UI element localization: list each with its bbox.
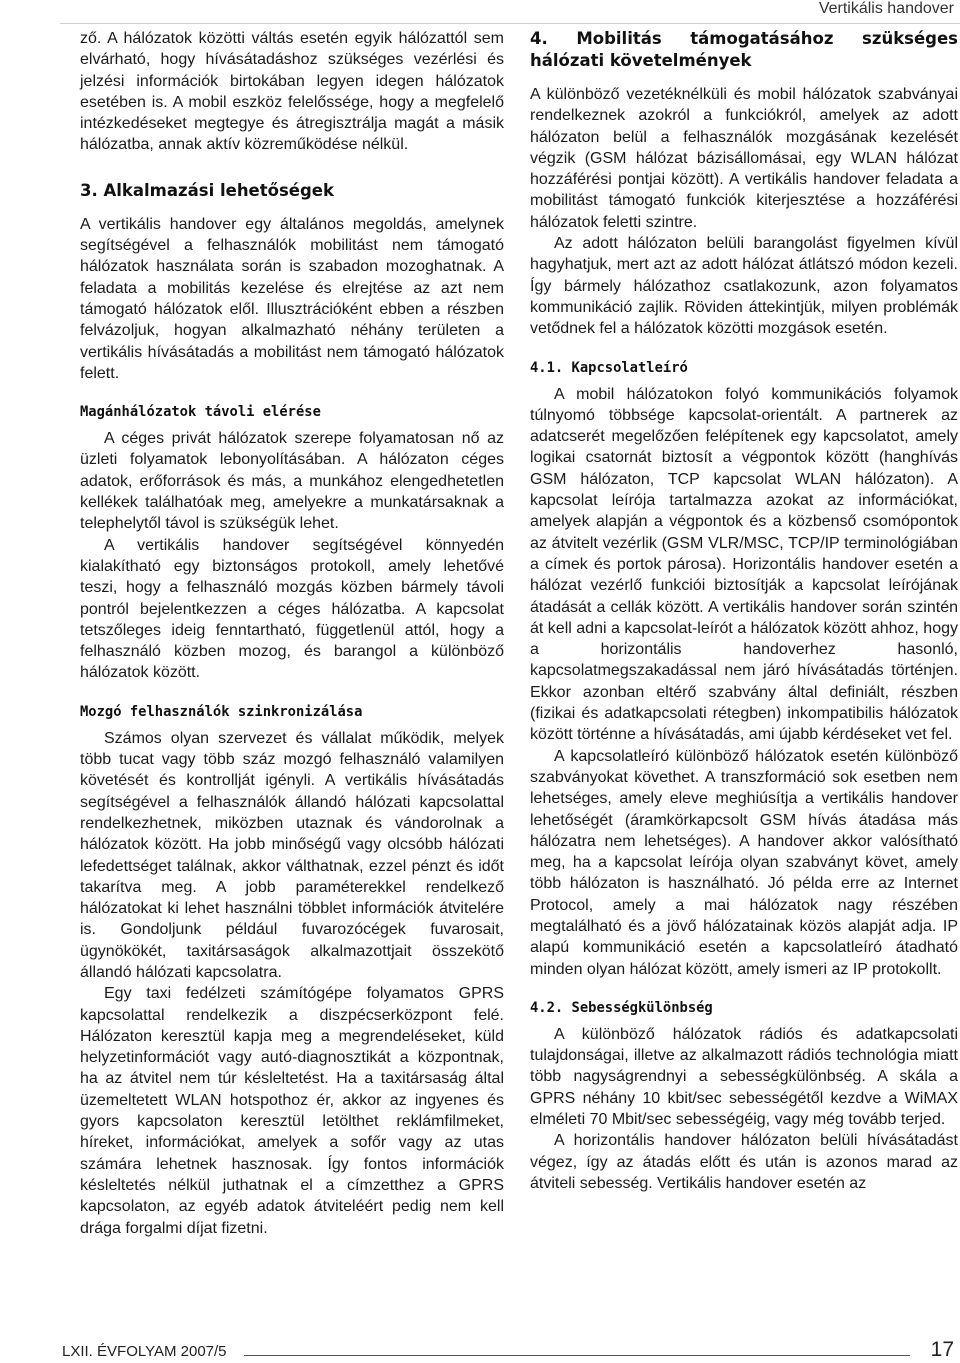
paragraph: A mobil hálózatokon folyó kommunikációs folyamok túlnyomó többsége kapcsolat-orientált. A partnerek az adatcserét megelőzően felépítenek egy kapcsolatot, amely logikai csatornát biztosít a végpontok között (hanghívás GSM hálózaton, TCP kapcsolat WLAN hálózaton). A kapcsolat leírója tartalmazza azokat az információkat, amelyek alapján a végpontok és a közbenső csomópontok az átvitelt vezérlik (GSM VLR/MSC, TCP/IP terminológiában a címek és portok párosa). Horizontális handover esetén a hálózat vezérlő funkciói biztosítják a kapcsolat leírójának átadását a cellák között. A vertikális handover során szintén át kell adni a kapcsolat-leírót a hálózatok között ahhoz, hogy a horizontális handoverhez hasonló, kapcsolatmegszakadással nem járó hívásátadás történjen. Ekkor azonban eltérő szabvány által definiált, részben (fizikai és adatkapcsolati rétegben) inkompatibilis hálózatok között történne a hívásátadás, ami újabb kérdéseket vet fel.	[530, 385, 958, 744]
paragraph: A horizontális handover hálózaton belüli hívásátadást végez, így az átadás előtt és után is azonos marad az átviteli sebesség. Vertikális handover esetén az	[530, 1132, 958, 1192]
continuation-paragraph: ző. A hálózatok közötti váltás esetén egyik hálózattól sem elvárható, hogy hívásátadáshoz szükséges vezérlési és jelzési információk birtokában legyen idegen hálózatok esetében is. A mobil eszköz felelőssége, hogy a megfelelő intézkedéseket megtegye és átregisztrálja magát a másik hálózatba, annak aktív közreműködése nélkül.	[80, 30, 504, 154]
page-number: 17	[930, 1338, 954, 1361]
paragraph: Egy taxi fedélzeti számítógépe folyamatos GPRS kapcsolattal rendelkezik a diszpécserközpont felé. Hálózaton keresztül kapja meg a megrendeléseket, küld helyzetinformációt vagy autó-diagnosztikát a központnak, ha az átvitel nem túr késleltetést. Ha a taxitársaság által üzemeltetett WLAN hotspothoz ér, akkor az ingyenes és gyors kapcsolaton keresztül letölthet reklámfilmeket, híreket, információkat, amelyek a sofőr vagy az utas számára lehetnek hasznosak. Így fontos információk késleltetés nélkül juthatnak el a címzetthez a GPRS kapcsolaton, az egyéb adatok átviteléért pedig nem kell drága forgalmi díjat fizetni.	[80, 985, 504, 1237]
paragraph: A különböző hálózatok rádiós és adatkapcsolati tulajdonságai, illetve az alkalmazott rádiós technológia miatt több nagyságrendnyi a sebességkülönbség. A skála a GPRS néhány 10 kbit/sec sebességétől kezdve a WiMAX elméleti 70 Mbit/sec sebességéig, vagy még tovább terjed.	[530, 1025, 958, 1129]
right-column	[530, 28, 958, 1194]
header-rule	[60, 23, 960, 24]
journal-issue: LXII. ÉVFOLYAM 2007/5	[62, 1343, 233, 1360]
running-head: Vertikális handover	[818, 0, 954, 17]
paragraph: A különböző vezetéknélküli és mobil hálózatok szabványai rendelkeznek azokról a funkciókról, amelyek az adott hálózaton belül a felhasználók mozgásának kezelését végzik (GSM hálózat bázisállomásai, egy WLAN hálózat hozzáférési pontjai között). A vertikális handover feladata a mobilitást támogató funkciók kiterjesztése a hozzáférési hálózatok feletti szintre.	[530, 86, 958, 231]
subsection-remote-access-heading: Magánhálózatok távoli elérése	[80, 404, 321, 421]
footer-rule	[244, 1355, 910, 1356]
section-3-body: A vertikális handover egy általános megoldás, amelynek segítségével a felhasználók mobilitást nem támogató hálózatok használata során is szabadon mozoghatnak. A feladata a mobilitás kezelése és elrejtése az azt nem támogató hálózatok elől. Illusztrációként ebben a részben felvázoljuk, hogyan alkalmazható néhány területen a vertikális hívásátadás a mobilitást nem támogató hálózatok felett.	[80, 215, 504, 382]
paragraph: A kapcsolatleíró különböző hálózatok esetén különböző szabványokat követhet. A transzformáció sok esetben nem lehetséges, amely eleve meghiúsítja a vertikális handover lehetőségét (áramkörkapcsolt GSM hívás átadása más hálózatra nem lehetséges). A handover akkor valósítható meg, ha a kapcsolat leírója olyan szabványt követ, amely több hálózaton is használható. Jó példa erre az Internet Protocol, amely a mai hálózatok nagy részében megtalálható és a jövő hálózatainak közös alapját adja. IP alapú kommunikáció esetén a kapcsolatleíró átadható minden olyan hálózat között, amely ismeri az IP protokollt.	[530, 747, 958, 978]
section-4-heading: 4. Mobilitás támogatásához szükséges hálózati követelmények	[530, 29, 958, 70]
subsection-4-1-heading: 4.1. Kapcsolatleíró	[530, 359, 688, 376]
section-3-heading: 3. Alkalmazási lehetőségek	[80, 180, 334, 200]
paragraph: Az adott hálózaton belüli barangolást figyelmen kívül hagyhatjuk, mert azt az adott hálózat átlátszó módon kezeli. Így bármely hálózathoz csatlakozunk, azon folyamatos kommunikáció zajlik. Röviden áttekintjük, milyen problémák vetődnek fel a hálózatok közötti mozgások esetén.	[530, 235, 958, 338]
left-column	[80, 28, 504, 1239]
paragraph: Számos olyan szervezet és vállalat működik, melyek több tucat vagy több száz mozgó felhasználó valamilyen követését és kontrollját igényli. A vertikális hívásátadás segítségével a felhasználók állandó hálózati kapcsolattal rendelkezhetnek, miközben utaznak és vándorolnak a hálózatok között. Ha jobb minőségű vagy olcsóbb hálózati lefedettséget találnak, akkor válthatnak, ezzel pénzt és időt takarítva meg. A jobb paraméterekkel rendelkező hálózatokat ki lehet használni többlet információk átvitelére is. Gondoljunk például fuvarozócégek fuvarosait, ügynökökét, taxitársaságok alkalmazottjait összekötő állandó hálózati kapcsolatra.	[80, 729, 504, 981]
subsection-sync-heading: Mozgó felhasználók szinkronizálása	[80, 703, 363, 720]
subsection-4-2-heading: 4.2. Sebességkülönbség	[530, 999, 713, 1016]
paragraph: A céges privát hálózatok szerepe folyamatosan nő az üzleti folyamatok lebonyolításában. A hálózaton céges adatok, erőforrások és más, a munkához elengedhetetlen kellékek találhatóak meg, amelyekre a munkatársaknak a telephelytől távol is szükségük lehet.	[80, 430, 504, 533]
page-footer	[62, 1340, 954, 1362]
paragraph: A vertikális handover segítségével könnyedén kialakítható egy biztonságos protokoll, amely lehetővé teszi, hogy a felhasználó mozgás közben bármely távoli pontról bejelentkezzen a céges hálózatba. A kapcsolat tetszőleges ideig fenntartható, függetlenül attól, hogy a felhasználó közben mozog, és barangol a különböző hálózatok között.	[80, 536, 504, 682]
